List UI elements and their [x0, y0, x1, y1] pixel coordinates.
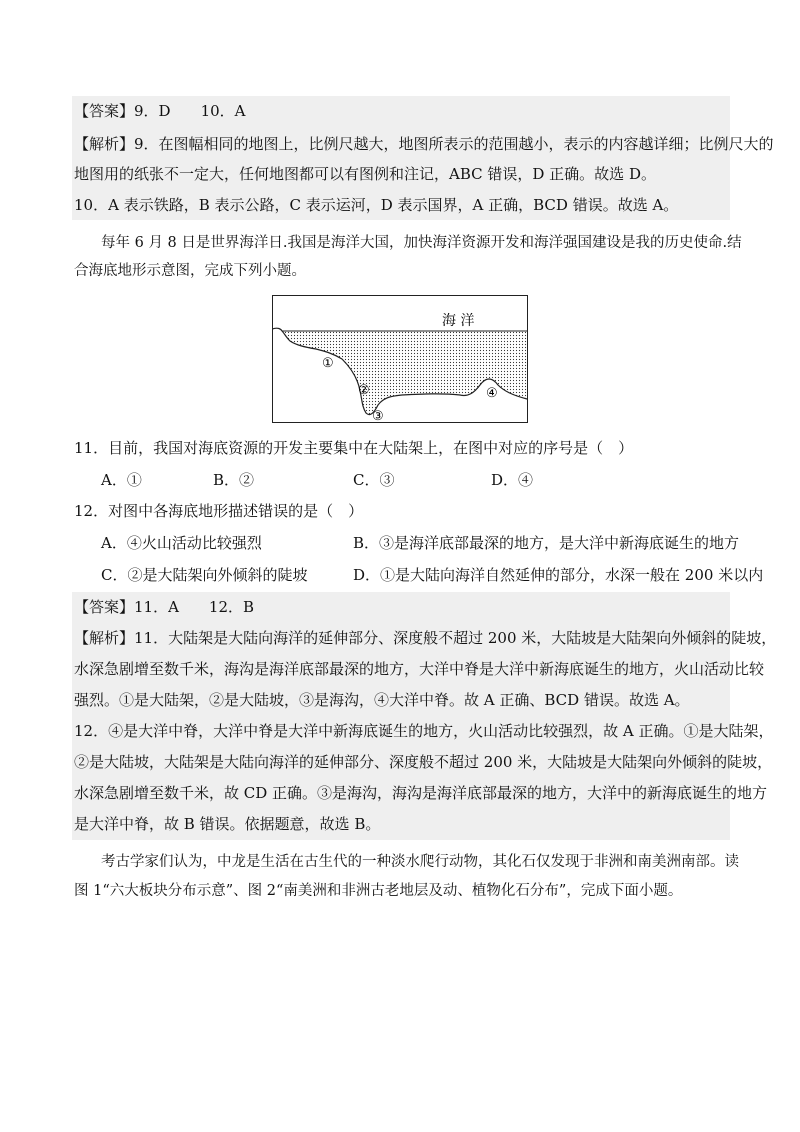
ocean-label: 海 洋	[442, 313, 475, 329]
question-11-stem: 11．目前，我国对海底资源的开发主要集中在大陆架上，在图中对应的序号是（ ）	[74, 439, 634, 457]
seabed-figure	[272, 295, 528, 423]
answer-line: 【答案】9．D 10．A	[74, 102, 246, 120]
marker-3: ③	[372, 409, 384, 423]
analysis-line: 【解析】9．在图幅相同的地图上，比例尺越大，地图所表示的范围越小，表示的内容越详细；比例尺大的	[74, 135, 774, 153]
answer-line: 【答案】11．A 12．B	[74, 598, 255, 616]
intro-paragraph: 图 1“六大板块分布示意”、图 2“南美洲和非洲古老地层及动、植物化石分布”，完成下面小题。	[74, 883, 683, 899]
analysis-line: 强烈。①是大陆架，②是大陆坡，③是海沟，④大洋中脊。故 A 正确、BCD 错误。故选 A。	[74, 691, 690, 709]
marker-2: ②	[358, 383, 370, 398]
q12-option-d: D．①是大陆向海洋自然延伸的部分，水深一般在 200 米以内	[353, 566, 764, 584]
analysis-line: 水深急剧增至数千米，海沟是海洋底部最深的地方，大洋中脊是大洋中新海底诞生的地方，火山活动比较	[74, 660, 765, 678]
intro-paragraph: 每年 6 月 8 日是世界海洋日.我国是海洋大国，加快海洋资源开发和海洋强国建设是我的历史使命.结	[101, 235, 742, 251]
q11-option-a: A．①	[101, 471, 142, 489]
q11-option-c: C．③	[353, 471, 395, 489]
analysis-line: 水深急剧增至数千米，故 CD 正确。③是海沟，海沟是海洋底部最深的地方，大洋中的新海底诞生的地方	[74, 784, 768, 802]
question-12-stem: 12．对图中各海底地形描述错误的是（ ）	[74, 502, 364, 520]
q12-option-a: A．④火山活动比较强烈	[101, 534, 262, 552]
q11-option-b: B．②	[213, 471, 255, 489]
marker-1: ①	[322, 356, 334, 371]
analysis-line: ②是大陆坡，大陆架是大陆向海洋的延伸部分、深度般不超过 200 米，大陆坡是大陆架向外倾斜的陡坡，	[74, 753, 773, 771]
q12-option-b: B．③是海洋底部最深的地方，是大洋中新海底诞生的地方	[353, 534, 740, 552]
q12-option-c: C．②是大陆架向外倾斜的陡坡	[101, 566, 308, 584]
intro-paragraph: 考古学家们认为，中龙是生活在古生代的一种淡水爬行动物，其化石仅发现于非洲和南美洲南部。读	[101, 854, 739, 870]
marker-4: ④	[486, 386, 498, 401]
analysis-line: 是大洋中脊，故 B 错误。依据题意，故选 B。	[74, 815, 381, 833]
analysis-line: 地图用的纸张不一定大，任何地图都可以有图例和注记，ABC 错误，D 正确。故选 D。	[74, 165, 656, 183]
q11-option-d: D．④	[491, 471, 534, 489]
analysis-line: 10．A 表示铁路，B 表示公路，C 表示运河，D 表示国界，A 正确，BCD 错误。故选 A。	[74, 196, 679, 214]
analysis-line: 12．④是大洋中脊，大洋中脊是大洋中新海底诞生的地方，火山活动比较强烈，故 A 正确。①是大陆架，	[74, 722, 774, 740]
intro-paragraph: 合海底地形示意图，完成下列小题。	[74, 263, 306, 279]
analysis-line: 【解析】11．大陆架是大陆向海洋的延伸部分、深度般不超过 200 米，大陆坡是大陆架向外倾斜的陡坡，	[74, 629, 777, 647]
